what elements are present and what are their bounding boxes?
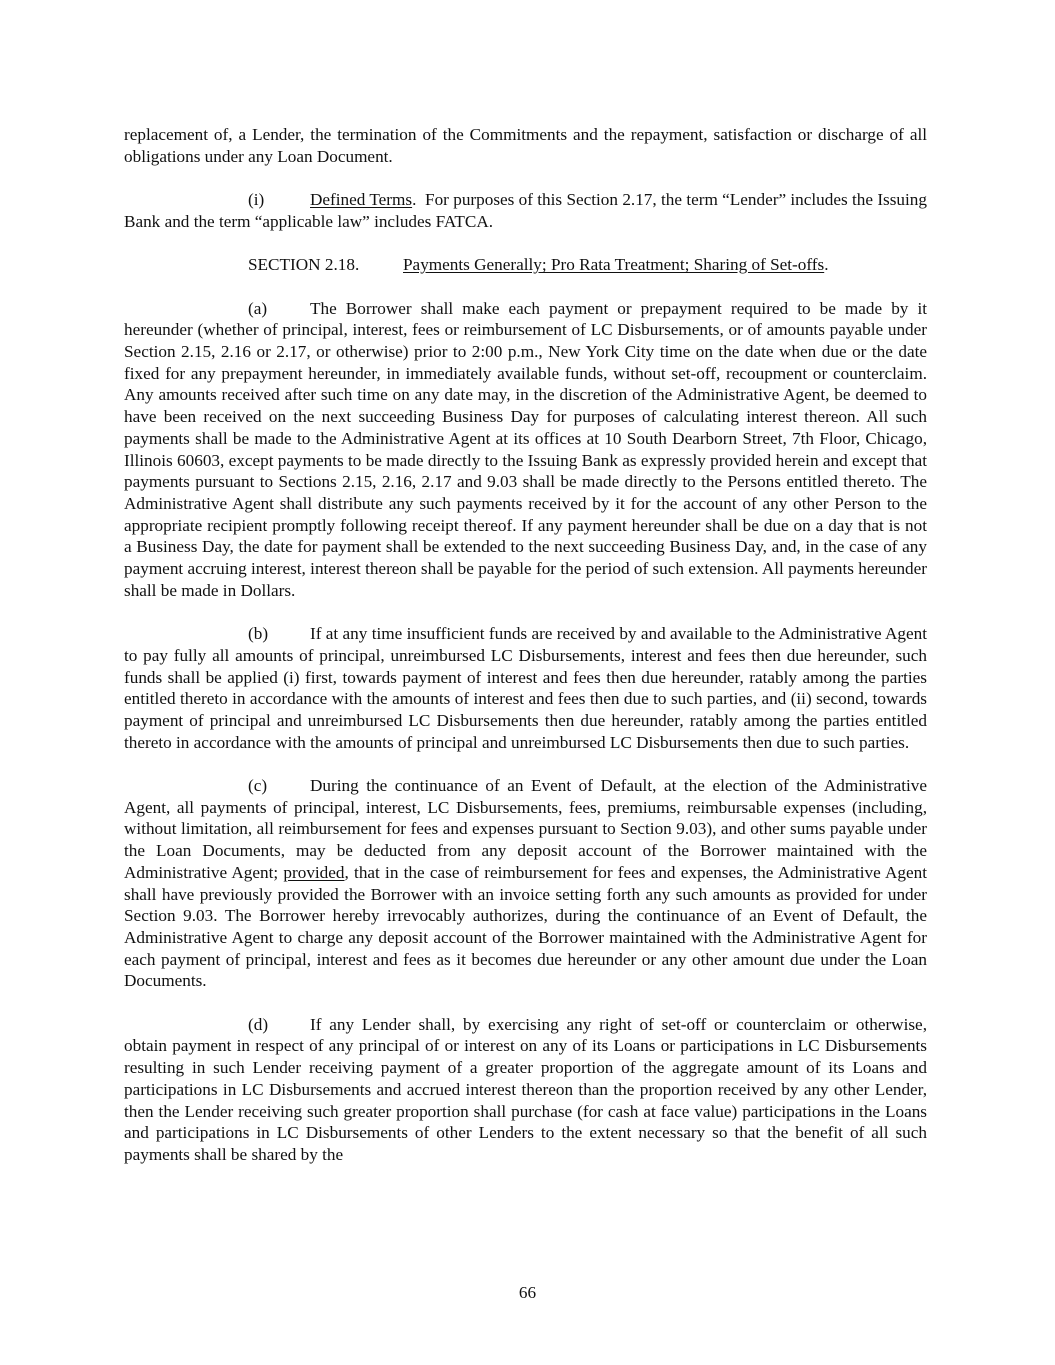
paragraph-b-number: (b) bbox=[248, 624, 269, 644]
paragraph-a-text: The Borrower shall make each payment or prepayment required to be made by it hereunder (whether of principal, interest, fees or reimbursement of LC Disbursements, or of amounts payable under Section 2.15, 2.16 or 2.17, or otherwise) prior to 2:00 p.m., New York City time on the date when due or the date fixed for any prepayment hereunder, in immediately available funds, without set-off, recoupment or counterclaim. Any amounts received after such time on any date may, in the discretion of the Administrative Agent, be deemed to have been received on the next succeeding Business Day for purposes of calculating interest thereon. All such payments shall be made to the Administrative Agent at its offices at 10 South Dearborn Street, 7th Floor, Chicago, Illinois 60603, except payments to be made directly to the Issuing Bank as expressly provided herein and except that payments pursuant to Sections 2.15, 2.16, 2.17 and 9.03 shall be made directly to the Persons entitled thereto. The Administrative Agent shall distribute any such payments received by it for the account of any other Person to the appropriate recipient promptly following receipt thereof. If any payment hereunder shall be due on a day that is not a Business Day, the date for payment shall be extended to the next succeeding Business Day, and, in the case of any payment accruing interest, interest thereon shall be payable for the period of such extension. All payments hereunder shall be made in Dollars. bbox=[124, 298, 927, 600]
paragraph-b bbox=[124, 623, 927, 753]
section-heading bbox=[124, 254, 927, 276]
section-title: Payments Generally; Pro Rata Treatment; Sharing of Set-offs bbox=[403, 255, 825, 275]
paragraph-b-text: If at any time insufficient funds are received by and available to the Administrative Agent to pay fully all amounts of principal, unreimbursed LC Disbursements, interest and fees then due hereunder, such funds shall be applied (i) first, towards payment of interest and fees then due hereunder, ratably among the parties entitled thereto in accordance with the amounts of interest and fees then due to such parties, and (ii) second, towards payment of principal and unreimbursed LC Disbursements then due hereunder, ratably among the parties entitled thereto in accordance with the amounts of principal and unreimbursed LC Disbursements then due to such parties. bbox=[124, 624, 927, 752]
paragraph-i-heading: Defined Terms bbox=[310, 190, 413, 210]
paragraph-i bbox=[124, 189, 932, 232]
paragraph-a-number: (a) bbox=[248, 298, 268, 318]
paragraph-continuation-text: replacement of, a Lender, the termination of the Commitments and the repayment, satisfaction or discharge of all obligations under any Loan Document. bbox=[124, 125, 927, 166]
page-number: 66 bbox=[518, 1283, 537, 1302]
paragraph-i-heading-suffix: . bbox=[412, 190, 417, 210]
paragraph-c bbox=[124, 775, 927, 992]
paragraph-d bbox=[124, 1014, 927, 1166]
paragraph-c-provided: provided bbox=[283, 862, 345, 882]
paragraph-d-number: (d) bbox=[248, 1014, 269, 1034]
paragraph-i-number: (i) bbox=[248, 190, 265, 210]
paragraph-d-text: If any Lender shall, by exercising any right of set-off or counterclaim or otherwise, obtain payment in respect of any principal of or interest on any of its Loans or participations in LC Disbursements resulting in such Lender receiving payment of a greater proportion of the aggregate amount of its Loans and participations in LC Disbursements and accrued interest thereon than the proportion received by any other Lender, then the Lender receiving such greater proportion shall purchase (for cash at face value) participations in the Loans and participations in LC Disbursements of other Lenders to the extent necessary so that the benefit of all such payments shall be shared by the bbox=[124, 1014, 927, 1164]
paragraph-i-text: For purposes of this Section 2.17, the term “Lender” includes the Issuing Bank and the term “applicable law” includes FATCA. bbox=[124, 190, 932, 231]
paragraph-a bbox=[124, 298, 927, 602]
paragraph-c-number: (c) bbox=[248, 776, 268, 796]
paragraph-c-text-before: During the continuance of an Event of Default, at the election of the Administrative Agent, all payments of principal, interest, LC Disbursements, fees, premiums, reimbursable expenses (including, without limitation, all reimbursement for fees and expenses pursuant to Section 9.03), and other sums payable under the Loan Documents, may be deducted from any deposit account of the Borrower maintained with the Administrative Agent; bbox=[124, 776, 927, 882]
document-page bbox=[124, 124, 932, 1187]
paragraph-c-text-after: , that in the case of reimbursement for fees and expenses, the Administrative Agent shall have previously provided the Borrower with an invoice setting forth any such amounts as provided for under Section 9.03. The Borrower hereby irrevocably authorizes, during the continuance of an Event of Default, the Administrative Agent to charge any deposit account of the Borrower maintained with the Administrative Agent for each payment of principal, interest and fees as it becomes due hereunder or any other amount due under the Loan Documents. bbox=[124, 862, 927, 991]
section-title-suffix: . bbox=[824, 255, 829, 275]
section-number: SECTION 2.18. bbox=[248, 255, 360, 275]
paragraph-continuation bbox=[124, 124, 927, 167]
